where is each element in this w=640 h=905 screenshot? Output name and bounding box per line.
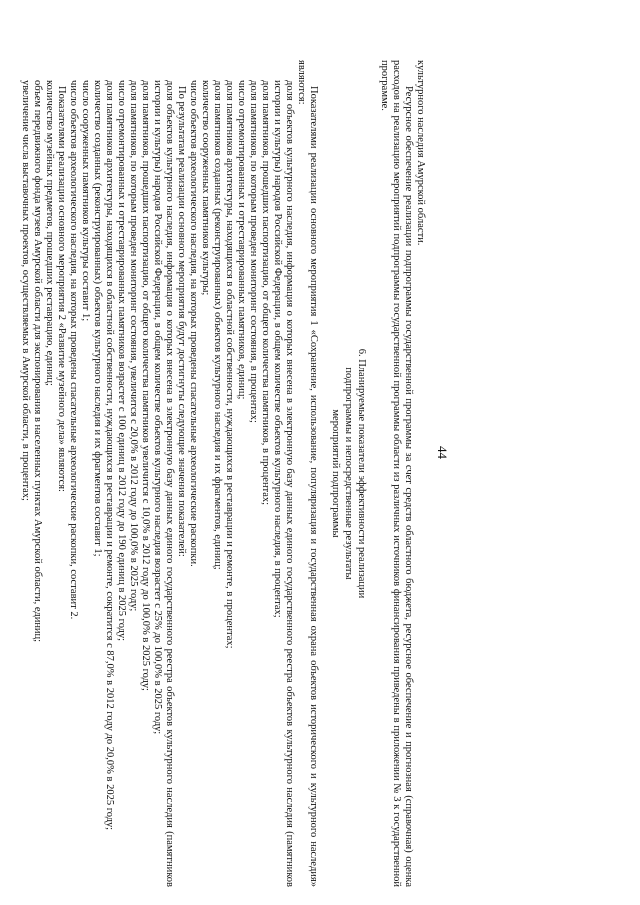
body-text: [19, 60, 426, 887]
list-item: доля памятников архитектуры, находящихся в областной собственности, нуждающихся в реставрации и ремонте, сократится с 87,0% в 2012 году до 20,0% в 2025 году;: [104, 80, 115, 831]
list-item: число объектов археологического наследия, на которых проведены спасательные археологические раскопки, составит 2.: [68, 80, 79, 620]
list-item: доля памятников созданных (реконструированных) объектов культурного наследия и их фрагментов, единиц;: [212, 80, 223, 570]
section-heading: [329, 60, 368, 887]
paragraph: Показателями реализации основного мероприятия 1 «Сохранение, использование, популяризация и государственная охрана объектов исторического и культурного наследия» являются:: [296, 60, 319, 887]
list-item: число объектов археологического наследия, на которых проведены спасательные археологические раскопки.: [188, 80, 199, 567]
list-item: количество созданных (реконструированных) объектов культурного наследия и их фрагментов составит 1;: [92, 80, 103, 557]
heading-line: 6. Планируемые показатели эффективности реализации: [356, 348, 367, 599]
paragraph: культурного наследия Амурской области.: [415, 60, 426, 246]
paragraph: Ресурсное обеспечение реализации подпрограммы государственной программы за счет средств областного бюджета, ресурсное обеспечение и прогнозная (справочная) оценка расходов на реализацию мероприятий подпрограммы государственной программы области из различных источников финансирования приведены в приложении № 3 к государственной программе.: [379, 60, 414, 887]
page-number: 44: [435, 446, 450, 459]
paragraph: Показателями реализации основного мероприятия 2 «Развитие музейного дела» являются:: [56, 86, 67, 492]
list-item: доля объектов культурного наследия, информация о которых внесена в электронную базу данных единого государственного реестра объектов культурного наследия (памятников истории и культуры) народов Российской Федерации, в общем количестве объектов культурного наследия возрастет с 25% до 100,0% в 2025 году;: [152, 80, 175, 887]
list-item: увеличение числа выставочных проектов, осуществляемых в Амурской области, в процентах;: [20, 80, 31, 501]
list-item: доля памятников, по которым проведен мониторинг состояния, в процентах;: [248, 80, 259, 423]
list-item: число отремонтированных и отреставрированных памятников, единиц;: [236, 80, 247, 400]
list-item: доля объектов культурного наследия, информация о которых внесена в электронную базу данных единого государственного реестра объектов культурного наследия (памятников истории и культуры) народов Российской Федерации, в общем количестве объектов культурного наследия, в процентах;: [272, 80, 295, 887]
list-item: число отремонтированных и отреставрированных памятников возрастет с 100 единиц в 2012 году до 190 единиц в 2025 году;: [116, 80, 127, 642]
list-item: доля памятников, по которым проведен мониторинг состояния, увеличится с 20,0% в 2012 году до 100,0% в 2025 году;: [128, 80, 139, 612]
paragraph: По результатам реализации основного мероприятия будут достигнуты следующие значения показателей:: [176, 86, 187, 557]
heading-line: мероприятий подпрограммы: [330, 409, 341, 538]
list-item: количество сооруженных памятников культуры;: [200, 80, 211, 296]
list-item: число сооруженных памятников культуры составит 1;: [80, 80, 91, 322]
list-item: количество музейных предметов, прошедших реставрацию, единиц;: [44, 80, 55, 386]
list-item: доля памятников, прошедших паспортизацию, от общего количества памятников увеличится с 10,0% в 2012 году до 100,0% в 2025 году;: [140, 80, 151, 691]
list-item: объем передвижного фонда музеев Амурской области для экспонирования в населенных пунктах Амурской области, единиц;: [32, 80, 43, 643]
list-item: доля памятников архитектуры, находящихся в областной собственности, нуждающихся в реставрации и ремонте, в процентах;: [224, 80, 235, 649]
list-item: доля памятников, прошедших паспортизацию, от общего количества памятников, в процентах;: [260, 80, 271, 506]
heading-line: подпрограммы и непосредственные результаты: [343, 367, 354, 580]
